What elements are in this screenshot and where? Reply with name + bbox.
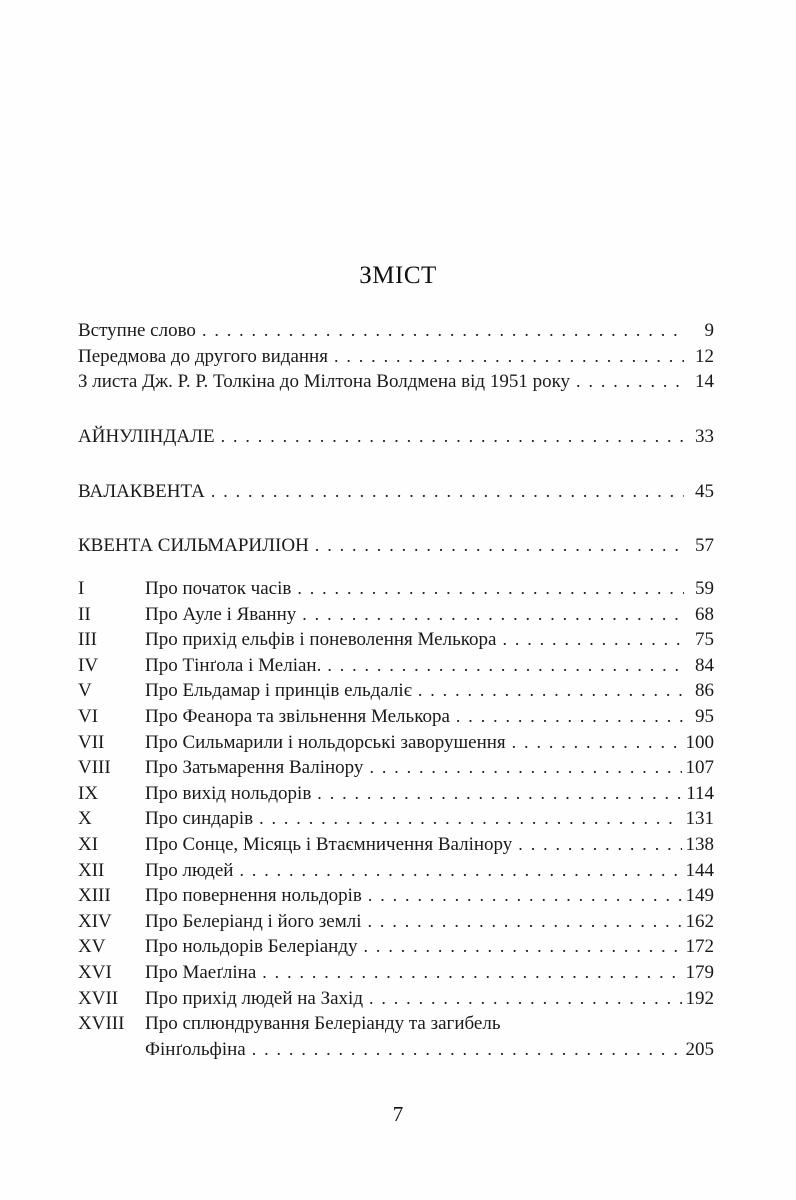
chapter-entry[interactable] [78, 986, 714, 1012]
dot-leader [252, 1037, 682, 1063]
chapter-page: 172 [685, 936, 714, 958]
chapter-title: Про Сонце, Місяць і Втаємничення Валінору [145, 833, 513, 855]
chapter-entry[interactable] [78, 858, 714, 884]
chapter-page: 86 [695, 680, 714, 702]
chapter-title: Про початок часів [145, 578, 292, 599]
chapter-number: XIV [78, 910, 112, 932]
chapter-page: 107 [685, 757, 714, 779]
section-page: 57 [695, 535, 714, 557]
dot-leader [418, 678, 684, 704]
chapter-number: XVIII [78, 1013, 125, 1035]
chapter-number: XV [78, 936, 106, 958]
toc-entry[interactable] [78, 344, 714, 370]
entry-page: 14 [695, 371, 714, 393]
chapter-title: Про Белеріанд і його землі [145, 910, 362, 932]
dot-leader [259, 806, 681, 832]
chapter-entry[interactable] [78, 806, 714, 832]
chapter-number: I [78, 578, 85, 599]
dot-leader [239, 858, 681, 884]
chapter-title: Про Ельдамар і принців ельдаліє [145, 680, 412, 702]
chapter-title: Про вихід нольдорів [145, 782, 312, 804]
chapter-title: Про повернення нольдорів [145, 885, 362, 907]
chapter-number: XII [78, 859, 105, 881]
chapter-entry[interactable] [78, 960, 714, 986]
section-title: АЙНУЛІНДАЛЕ [78, 426, 215, 447]
dot-leader [327, 653, 684, 679]
chapter-title: Про Тінґола і Меліан. [145, 654, 322, 676]
chapter-title: Про Маеґліна [145, 961, 257, 983]
entry-title: З листа Дж. Р. Р. Толкіна до Мілтона Волдмена від 1951 року [78, 371, 571, 393]
chapter-entry[interactable] [78, 653, 714, 679]
dot-leader [369, 755, 681, 781]
toc-entry[interactable] [78, 369, 714, 395]
dot-leader [518, 832, 681, 858]
chapter-title: Про Ауле і Яванну [145, 603, 297, 625]
chapter-number: XVII [78, 987, 119, 1009]
toc-entry[interactable] [78, 318, 714, 344]
chapter-number: XIII [78, 885, 111, 907]
dot-leader [297, 576, 684, 602]
dot-leader [302, 602, 684, 628]
chapter-title: Про Сильмарили і нольдорські заворушення [145, 731, 506, 753]
chapter-page: 75 [695, 629, 714, 651]
chapter-page: 179 [685, 961, 714, 983]
dot-leader [368, 909, 682, 935]
chapter-page: 68 [695, 603, 714, 625]
dot-leader [364, 934, 682, 960]
chapter-page: 144 [685, 859, 714, 881]
chapter-entry[interactable] [78, 704, 714, 730]
chapter-number: IV [78, 654, 99, 676]
entry-page: 12 [695, 345, 714, 367]
chapter-entry-continuation[interactable] [78, 1037, 714, 1063]
chapter-title-line2: Фінґольфіна [145, 1038, 246, 1060]
chapter-entry[interactable] [78, 602, 714, 628]
chapter-page: 59 [695, 578, 714, 599]
dot-leader [368, 883, 682, 909]
chapter-page: 192 [685, 987, 714, 1009]
section-title: ВАЛАКВЕНТА [78, 480, 205, 502]
entry-title: Передмова до другого видання [78, 345, 328, 367]
chapter-title: Про нольдорів Белеріанду [145, 936, 358, 958]
chapter-entry[interactable] [78, 934, 714, 960]
chapter-number: XVI [78, 961, 112, 983]
toc-front-matter [78, 318, 714, 395]
chapter-page: 149 [685, 885, 714, 907]
page-number: 7 [392, 1102, 404, 1126]
dot-leader [334, 344, 684, 370]
dot-leader [221, 424, 684, 450]
dot-leader [211, 479, 684, 505]
chapter-title: Про Затьмарення Валінору [145, 757, 364, 779]
chapter-title-line1: Про сплюндрування Белеріанду та загибель [145, 1013, 501, 1035]
chapter-number: II [78, 603, 91, 625]
chapter-number: V [78, 680, 92, 702]
chapter-page: 205 [685, 1038, 714, 1060]
entry-title: Вступне слово [78, 320, 196, 341]
chapter-number: III [78, 629, 97, 651]
section-page: 45 [695, 480, 714, 502]
chapter-entry[interactable] [78, 1011, 714, 1037]
chapter-title: Про прихід ельфів і поневолення Мелькора [145, 629, 497, 651]
entry-page: 9 [704, 320, 714, 341]
dot-leader [202, 318, 684, 344]
toc-section-entry[interactable] [78, 533, 714, 559]
dot-leader [576, 369, 684, 395]
chapter-page: 95 [695, 705, 714, 727]
chapter-title: Про синдарів [145, 808, 254, 830]
dot-leader [369, 986, 682, 1012]
chapter-title: Про прихід людей на Захід [145, 987, 363, 1009]
chapter-entry[interactable] [78, 576, 714, 602]
dot-leader [512, 730, 682, 756]
toc-section-entry[interactable] [78, 479, 714, 505]
chapter-title: Про людей [145, 859, 234, 881]
chapter-page: 114 [686, 782, 714, 804]
section-page: 33 [695, 426, 714, 447]
chapter-number: IX [78, 782, 99, 804]
dot-leader [262, 960, 681, 986]
dot-leader [315, 533, 684, 559]
chapter-page: 100 [685, 731, 714, 753]
chapter-page: 84 [695, 654, 714, 676]
chapter-entry[interactable] [78, 832, 714, 858]
chapter-number: XI [78, 833, 99, 855]
dot-leader [317, 781, 682, 807]
chapter-entry[interactable] [78, 730, 714, 756]
chapter-entry[interactable] [78, 627, 714, 653]
chapter-entry[interactable] [78, 755, 714, 781]
chapter-number: VI [78, 705, 99, 727]
chapter-entry[interactable] [78, 781, 714, 807]
chapter-page: 138 [685, 833, 714, 855]
chapter-entry[interactable] [78, 678, 714, 704]
chapter-page: 162 [685, 910, 714, 932]
chapter-number: VIII [78, 757, 111, 779]
chapter-number: VII [78, 731, 105, 753]
toc-major-sections [78, 424, 714, 588]
page-title: ЗМІСТ [359, 262, 437, 289]
chapter-number: X [78, 808, 92, 830]
section-title: КВЕНТА СИЛЬМАРИЛІОН [78, 535, 309, 557]
chapter-title: Про Феанора та звільнення Мелькора [145, 705, 450, 727]
chapter-entry[interactable] [78, 883, 714, 909]
toc-section-entry[interactable] [78, 424, 714, 450]
dot-leader [456, 704, 684, 730]
chapter-entry[interactable] [78, 909, 714, 935]
chapter-page: 131 [685, 808, 714, 830]
dot-leader [502, 627, 684, 653]
toc-chapters [78, 576, 714, 1062]
